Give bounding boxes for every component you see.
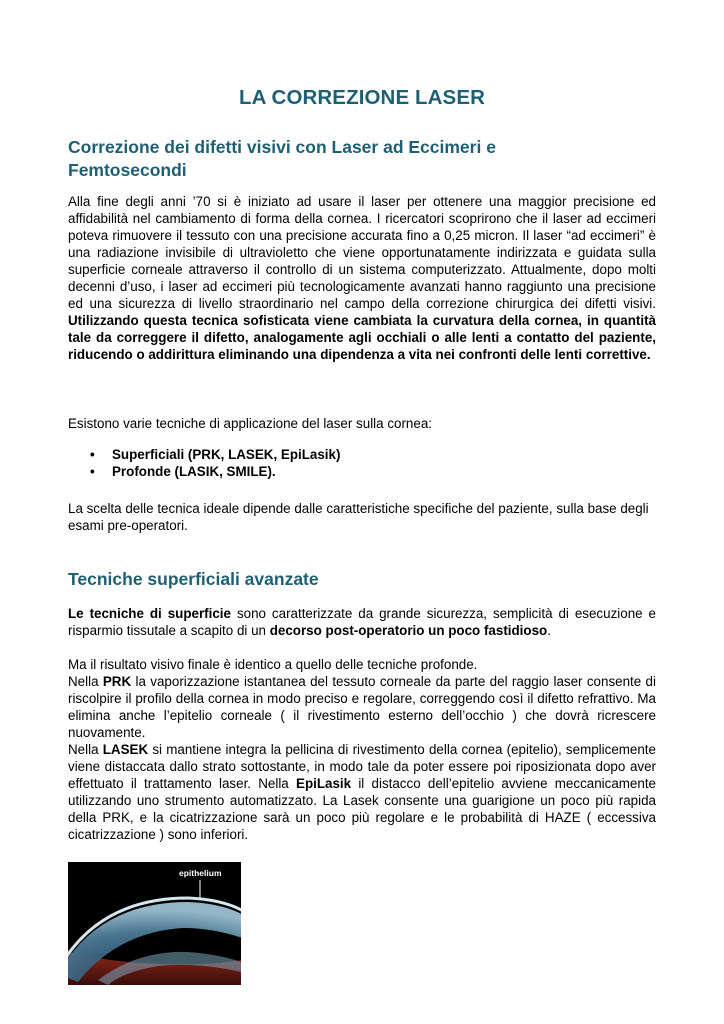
lasek-bold: LASEK [102, 742, 149, 757]
intro-bold-text: Utilizzando questa tecnica sofisticata viene cambiata la curvatura della cornea, in quantità tale da correggere il difetto, analogamente agli occhiali o alle lenti a contatto del paziente, riducendo o addirittura eliminando una dipendenza a vita nei confronti delle lenti correttive. [68, 313, 656, 362]
list-item [68, 446, 340, 463]
choice-paragraph: La scelta delle tecnica ideale dipende dalle caratteristiche specifiche del paziente, sulla base degli esami pre-operatori. [68, 501, 649, 533]
epithelium-figure [68, 862, 241, 985]
surface-text-1: sono caratterizzate da grande sicurezza, semplicità di esecuzione e risparmio tissutale a scapito di un [68, 606, 656, 638]
list-item-text: Profonde (LASIK, SMILE). [112, 464, 276, 479]
surface-paragraph [68, 605, 656, 639]
heading-line-1: Correzione dei difetti visivi con Laser ad Eccimeri e [68, 137, 496, 157]
lasek-text-1: Nella [68, 742, 103, 757]
result-paragraph: Ma il risultato visivo finale è identico a quello delle tecniche profonde. [68, 657, 478, 672]
intro-paragraph [68, 193, 656, 363]
techniques-intro: Esistono varie tecniche di applicazione del laser sulla cornea: [68, 416, 432, 431]
bullet-icon: • [90, 447, 95, 462]
page-title: LA CORREZIONE LASER [238, 86, 485, 109]
surface-bold-2: decorso post-operatorio un poco fastidioso [269, 623, 548, 638]
lasek-text-3: il distacco dell’epitelio avviene meccanicamente utilizzando uno strumento automatizzato. La Lasek consente una guarigione un poco più rapida della PRK, e la cicatrizzazione sarà un poco più regolare e le probabilità di HAZE ( eccessiva cicatrizzazione ) sono inferiori. [68, 776, 656, 842]
lasek-paragraph [68, 741, 656, 843]
list-item-text: Superficiali (PRK, LASEK, EpiLasik) [112, 447, 341, 462]
prk-text-2: la vaporizzazione istantanea del tessuto corneale da parte del raggio laser consente di riscolpire il profilo della cornea in modo preciso e regolare, correggendo così il difetto refrattivo. Ma elimina anche l’epitelio corneale ( il rivestimento esterno dell’occhio ) che dovrà ricrescere nuovamente. [68, 674, 656, 740]
epilasik-bold: EpiLasik [296, 776, 352, 791]
prk-bold: PRK [102, 674, 132, 689]
heading-line-2: Femtosecondi [68, 160, 187, 180]
section-heading-laser [68, 136, 656, 182]
list-item [68, 463, 340, 480]
techniques-list [68, 446, 340, 480]
surface-text-2: . [547, 623, 551, 638]
epithelium-label: epithelium [179, 868, 222, 878]
eye-cross-section-illustration [68, 862, 241, 985]
lasek-text-2: si mantiene integra la pellicina di rivestimento della cornea (epitelio), semplicemente viene distaccata dallo strato sottostante, in modo tale da poter essere poi riposizionata dopo aver effettuato il trattamento laser. Nella [68, 742, 656, 791]
intro-text: Alla fine degli anni ’70 si è iniziato ad usare il laser per ottenere una maggior precisione ed affidabilità nel cambiamento di forma della cornea. I ricercatori scoprirono che il laser ad eccimeri poteva rimuovere il tessuto con una precisione accurata fino a 0,25 micron. Il laser “ad eccimeri” è una radiazione invisibile di ultravioletto che viene opportunatamente indirizzata e guidata sulla superficie corneale attraverso il controllo di un sistema computerizzato. Attualmente, dopo molti decenni d’uso, i laser ad eccimeri più tecnologicamente avanzati hanno raggiunto una precisione ed una sicurezza di livello straordinario nel campo della correzione chirurgica dei difetti visivi. [68, 194, 656, 311]
surface-bold-1: Le tecniche di superficie [68, 606, 231, 621]
section-heading-surface: Tecniche superficiali avanzate [68, 569, 319, 589]
prk-text-1: Nella [68, 674, 103, 689]
prk-paragraph [68, 673, 656, 741]
bullet-icon: • [90, 464, 95, 479]
